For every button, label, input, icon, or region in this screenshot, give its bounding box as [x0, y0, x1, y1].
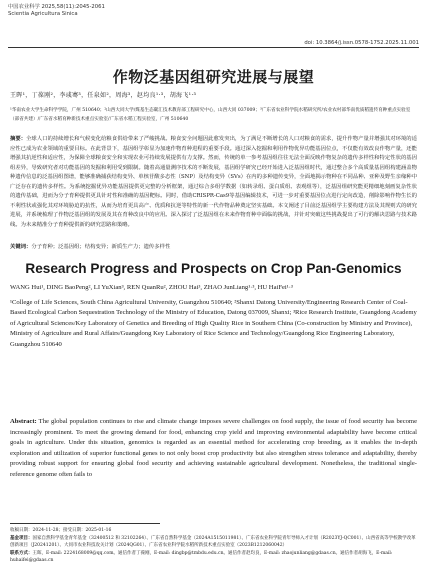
contact	[10, 550, 417, 565]
chinese-abstract-label: 摘要：	[10, 136, 27, 142]
english-authors: WANG Hui¹, DING BaoPeng², LI YuXian³, REN QuanRu², ZHOU Hai³, ZHAO JunLiang¹·³, HU HaiFei¹·³	[10, 284, 293, 291]
chinese-abstract	[10, 135, 417, 230]
chinese-title: 作物泛基因组研究进展与展望	[112, 68, 315, 86]
funding-text: 国家自然科学基金青年基金（32400512 和 32102264）、广东省自然科学基金（2024A1515011981）、广东省农业科学院青年导师入才计划（R2023YJ-QC001）、山西省高等学校教学改革创新项目（J20241201）、大同市农业科技攻关计划（2024QG01）、广东省农业科学院水稻所新技术重点实验室（2023B1212060042）	[10, 535, 416, 549]
journal-info	[8, 4, 105, 17]
chinese-keywords-text: 分子育种；泛基因组；结构变异；新质生产力；遗传多样性	[31, 244, 171, 250]
chinese-keywords-label: 关键词：	[10, 244, 32, 250]
header-rule	[8, 47, 419, 48]
english-abstract	[10, 417, 417, 480]
funding-label: 基金项目：	[10, 535, 33, 541]
journal-citation: 中国农业科学 2025,58(11):2045-2061	[8, 4, 105, 10]
funding	[10, 535, 417, 550]
received-dates: 收稿日期：2024-11-28；接受日期：2025-01-16	[10, 528, 112, 533]
english-affiliations: ¹College of Life Sciences, South China Agricultural University, Guangzhou 510640; ²Shanxi Datong University/Engineering Research Center of Coal-Based Ecological Carbon Sequestration Technology of the Ministry of Education, Datong 037009, Shanxi; ³Rice Research Institute, Guangdong Academy of Agricultural Sciences/Key Laboratory of Genetics and Breeding of High Quality Rice in Southern China (Co-construction by Ministry and Province), Ministry of Agriculture and Rural Affairs/Guangdong Key Laboratory of Rice Science and Technology/Guangdong Rice Engineering Laboratory, Guangzhou 510640	[10, 299, 417, 348]
journal-english-name: Scientia Agricultura Sinica	[8, 10, 78, 17]
footnote-rule	[10, 523, 160, 524]
footnote	[10, 527, 417, 565]
doi[interactable]: doi: 10.3864/j.issn.0578-1752.2025.11.001	[304, 40, 419, 46]
chinese-authors: 王晖¹，丁葆刚²，李彧骞³，任泉如²，周海³，赵均良¹·³，胡海飞¹·³	[10, 92, 197, 99]
contact-label: 联系方式：	[10, 550, 33, 556]
chinese-abstract-text: 全球人口的持续增长和气候变化给粮食供给带来了严峻挑战。粮食安全问题因此愈发突出，为了满足不断增长的人口对粮食的需求，提升作物产量并增强其对环境的适应性已成为农业领域的重要目标。在此背景下，基因组学彰显为加速作物育种进程的重要手段。通过深入挖掘和利用作物优异功能基因位点，不仅能有效改良作物产量，还能增强其抗逆性和适应性，为保障全球粮食安全和实现农业可持续发展提供有力支撑。然而，传统的单一参考基因组往往无法全面反映作物复杂的遗传多样性和特定性状的基因组差异，导致研究者对功能基因的发掘和利用受到限制。随着高通量测序技术的不断发展，基因组学研究已经开始进入泛基因组时代，通过整合多个高质量基因组构建涵盖物种遗传信息的泛基因组图谱，能够准确捕获结构变异、单核苷酸多态性（SNP）及结构变异（SVs）在内的多种遗传变异，全面地揭示物种在不同品种、亚种及野生亲缘种中广泛存在的遗传多样性。为系统挖掘优异功能基因提供更完整的分析框架，通过综合多组学数据（如转录组、蛋白质组、表观组等），泛基因组研究能更精细地刻画复杂性状的遗传基础，进而为分子育种提供更具针对性和准确的基因靶标。同时，借助CRISPR-Cas9等基因编辑技术，可进一步对重要基因位点进行定向改造，削除影响作物生长的不利性状或强化其对环境胁迫的抗性，从而为培育更具高产、优质和抗逆等特性的新一代作物品种奠定坚实基础。本文阐述了目前泛基因组学主要构建方法及其规则式的研究进展，并系统梳理了作物泛基因组的发展及其在育种改良中的应用。深入探讨了泛基因组在未来作物育种中面临的挑战，并针对突破这些挑战提出了可行的解决思路与技术路线。为未来精准分子育种提供新的研究思路和策略。	[10, 136, 418, 228]
english-title: Research Progress and Prospects on Crop Pan-Genomics	[25, 261, 402, 276]
english-abstract-text: The global population continues to rise and climate change imposes severe challenges on food supply, the issue of food security has become increasingly prominent. To meet the growing demand for food, enhancing crop yield and improving environmental adaptability have become critical goals in agriculture. Under this situation, genomics is regarded as an essential method for accelerating crop breeding, as it enables the in-depth exploration and utilization of superior functional genes to not only boost crop productivity but also strengthen stress tolerance and adaptability, thereby providing robust support for ensuring global food security and achieving sustainable agricultural development. Nonetheless, the traditional single-reference genome often fails to	[10, 418, 417, 478]
journal-header	[8, 4, 419, 44]
chinese-keywords	[10, 242, 417, 250]
chinese-affiliations: ¹华南农业大学生命科学学院，广州 510640；²山西大同大学/煤基生态碳汇技术教育部工程研究中心，山西大同 037009；³广东省农业科学院水稻研究所/农业农村部华南优质稻遗传育种重点实验室（部省共建）/广东省水稻育种新技术重点实验室/广东省水稻工程实验室，广州 510640	[10, 108, 411, 122]
english-abstract-label: Abstract:	[10, 418, 37, 425]
contact-text: 王晖，E-mail: 2224168009@qq.com。通信作者丁葆刚，E-mail: dingbp@tmbdu.edu.cn。通信作者赵均良，E-mail: zhaojunliang@gdaas.cn。通信作者胡海飞，E-mail: huhaifei@gdaas.cn	[10, 550, 393, 564]
